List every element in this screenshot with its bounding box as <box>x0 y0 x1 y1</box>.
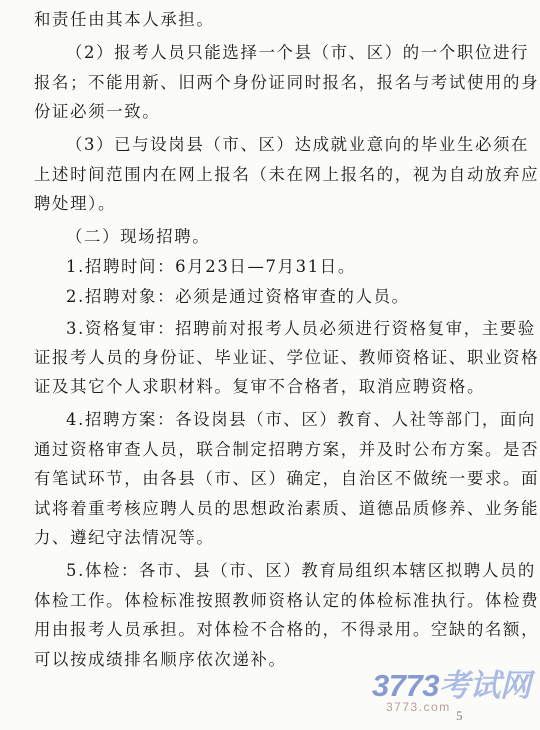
text-line: 体检工作。体检标准按照教师资格认定的体检标准执行。体检费 <box>34 591 540 610</box>
text-line: 3.资格复审：招聘前对报考人员必须进行资格复审，主要验 <box>66 319 536 338</box>
watermark-logo-suffix: 考试网 <box>438 668 531 703</box>
text-line: 4.招聘方案：各设岗县（市、区）教育、人社等部门，面向 <box>66 410 536 429</box>
text-line: 1.招聘时间：6月23日—7月31日。 <box>66 257 356 276</box>
text-line: 通过资格审查人员，联合制定招聘方案，并及时公布方案。是否 <box>34 440 540 459</box>
watermark-domain: 3773.com <box>386 700 451 714</box>
text-line: 用由报考人员承担。对体检不合格的，不得录用。空缺的名额， <box>34 620 540 639</box>
text-line: 和责任由其本人承担。 <box>34 10 215 29</box>
watermark-logo-number: 3773 <box>372 668 439 703</box>
text-line: 报名；不能用新、旧两个身份证同时报名，报名与考试使用的身 <box>34 73 540 92</box>
text-line: 可以按成绩排名顺序依次递补。 <box>34 650 287 669</box>
text-line: 证及其它个人求职材料。复审不合格者，取消应聘资格。 <box>34 377 486 396</box>
text-line: （3）已与设岗县（市、区）达成就业意向的毕业生必须在 <box>66 135 530 154</box>
text-line: 上述时间范围内在网上报名（未在网上报名的，视为自动放弃应 <box>34 165 540 184</box>
text-line: 有笔试环节，由各县（市、区）确定，自治区不做统一要求。面 <box>34 469 540 488</box>
text-line: 试将着重考核应聘人员的思想政治素质、道德品质修养、业务能 <box>34 499 540 518</box>
text-line: 力、遵纪守法情况等。 <box>34 528 215 547</box>
site-watermark <box>372 660 532 720</box>
watermark-logo <box>372 660 530 705</box>
text-line: 证报考人员的身份证、毕业证、学位证、教师资格证、职业资格 <box>34 348 540 367</box>
text-line: 5.体检：各市、县（市、区）教育局组织本辖区拟聘人员的 <box>66 561 536 580</box>
text-line: 2.招聘对象：必须是通过资格审查的人员。 <box>66 287 410 306</box>
page-number: 5 <box>456 708 463 723</box>
section-heading: （二）现场招聘。 <box>66 227 211 246</box>
text-line: 聘处理）。 <box>34 194 117 213</box>
text-line: （2）报考人员只能选择一个县（市、区）的一个职位进行 <box>66 43 530 62</box>
text-line: 份证必须一致。 <box>34 102 161 121</box>
